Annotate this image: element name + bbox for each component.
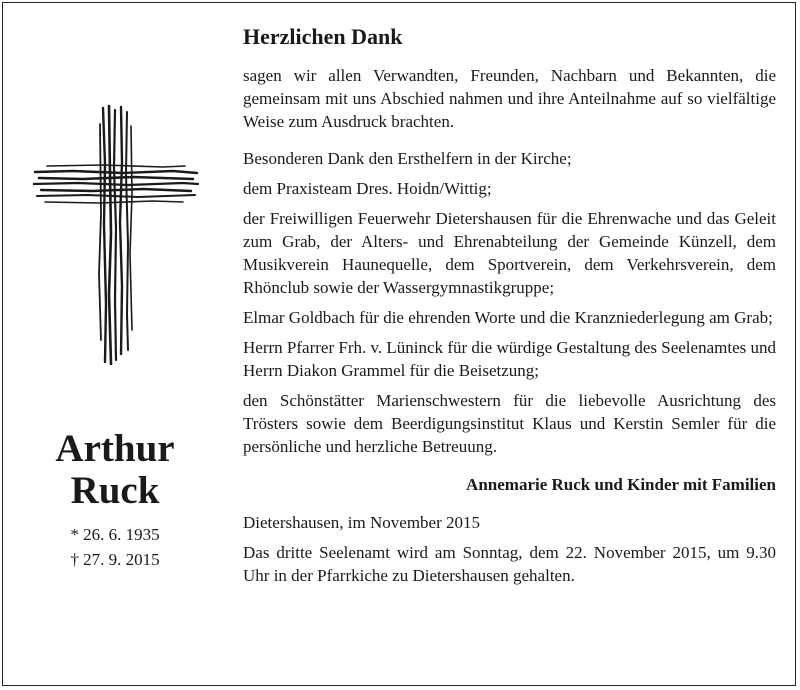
life-dates [0,522,230,572]
left-column [0,0,230,690]
deceased-last-name: Ruck [70,469,160,512]
place-date: Dietershausen, im November 2015 [243,513,480,532]
notice-title: Herzlichen Dank [243,24,403,49]
thanks-paragraph: Besonderen Dank den Ersthelfern in der Kirche; [243,149,572,168]
thanks-paragraph: Herrn Pfarrer Frh. v. Lüninck für die würdige Gestaltung des Seelenamtes und Herrn Diakon Grammel für die Beisetzung; [243,338,776,380]
thanks-paragraph: der Freiwilligen Feuerwehr Dietershausen für die Ehrenwache und das Geleit zum Grab, der Alters- und Ehrenabteilung der Gemeinde Künzell, dem Musikverein Haunequelle, dem Sportverein, dem Verkehrsverein, dem Rhönclub sowie der Wassergymnastikgruppe; [243,209,776,297]
notice-text [243,24,776,594]
thanks-paragraph: dem Praxisteam Dres. Hoidn/Wittig; [243,179,492,198]
cross-icon [33,104,199,366]
mass-info: Das dritte Seelenamt wird am Sonntag, dem 22. November 2015, um 9.30 Uhr in der Pfarrkiche zu Dietershausen gehalten. [243,543,776,585]
deceased-first-name: Arthur [55,427,175,470]
thanks-paragraph: den Schönstätter Marienschwestern für die liebevolle Ausrichtung des Trösters sowie dem Beerdigungsinstitut Klaus und Kerstin Semler für die persönliche und herzliche Betreuung. [243,391,776,456]
thanks-paragraph: sagen wir allen Verwandten, Freunden, Nachbarn und Bekannten, die gemeinsam mit uns Abschied nahmen und ihre Anteilnahme auf so vielfältige Weise zum Ausdruck brachten. [243,66,776,131]
deceased-name [0,428,230,512]
thanks-paragraph: Elmar Goldbach für die ehrenden Worte und die Kranzniederlegung am Grab; [243,308,773,327]
birth-date: * 26. 6. 1935 [70,525,160,544]
death-date: † 27. 9. 2015 [70,550,160,569]
signature: Annemarie Ruck und Kinder mit Familien [466,475,776,494]
